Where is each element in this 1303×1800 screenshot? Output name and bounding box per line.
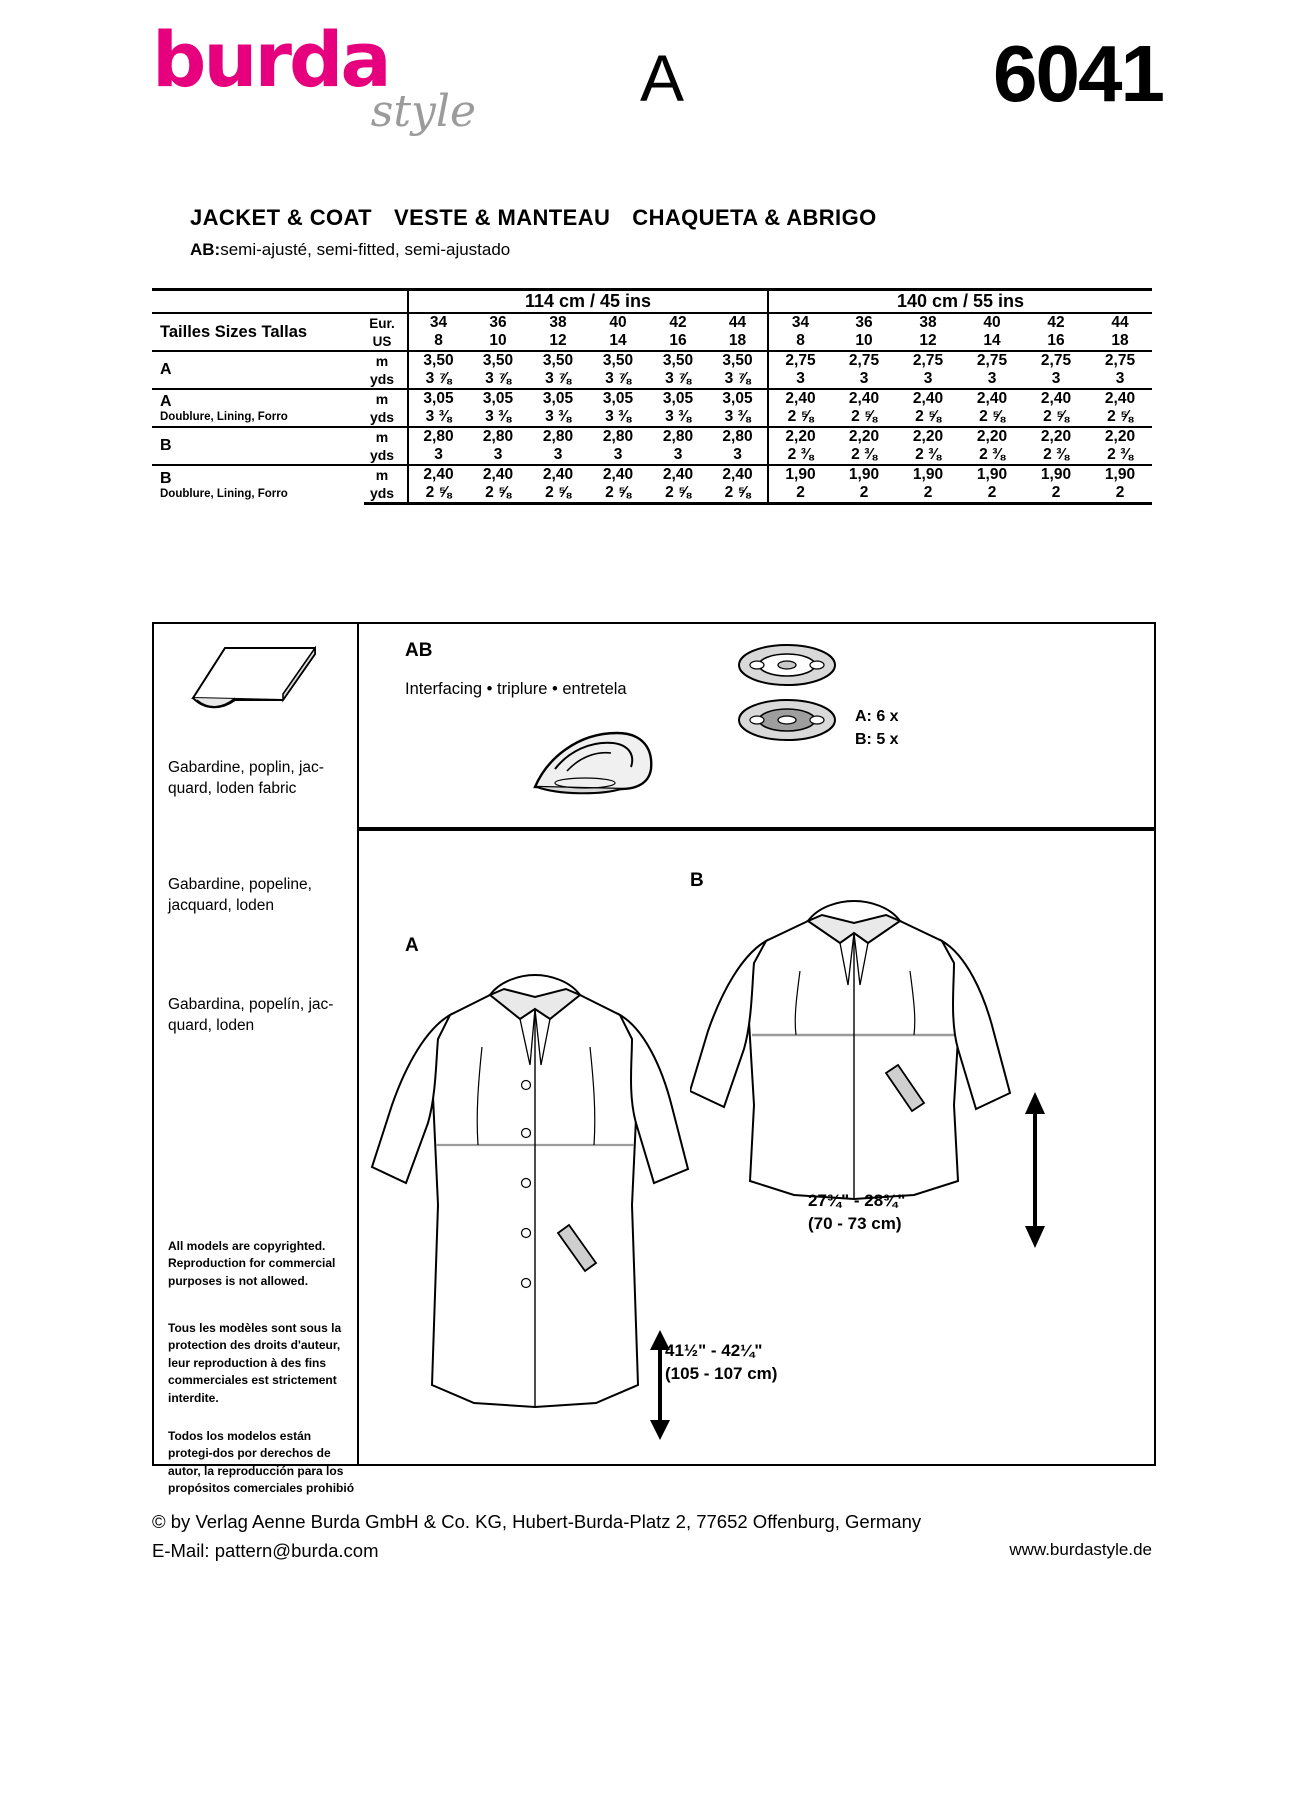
cell: 2,40: [408, 465, 468, 484]
cell: 2: [832, 484, 896, 504]
cell: 3: [987, 370, 997, 387]
cell: 3 ⅞: [665, 370, 691, 387]
row-label: [152, 351, 364, 389]
cell: 3,05: [708, 389, 768, 408]
snap-counts: [855, 705, 899, 751]
cell: 3,50: [468, 351, 528, 370]
cell: 3: [613, 446, 623, 463]
table-row: [152, 465, 1152, 484]
cell: 3: [553, 446, 563, 463]
cell: 2 ⅜: [851, 446, 877, 463]
cell: 2 ⅜: [979, 446, 1005, 463]
cell: 2: [896, 484, 960, 504]
cell: 2 ⅝: [979, 408, 1005, 425]
copyright-en: All models are copyrighted. Reproduction for commercial purposes is not allowed.: [168, 1239, 336, 1288]
cell: 2,75: [768, 351, 832, 370]
cell: 2 ⅝: [408, 484, 468, 504]
cell: 2,80: [708, 427, 768, 446]
cell: 2,40: [896, 389, 960, 408]
cell: 2 ⅝: [588, 484, 648, 504]
cell: 2,80: [528, 427, 588, 446]
row-sublabel: Doublure, Lining, Forro: [160, 411, 288, 423]
table-row: [152, 351, 1152, 370]
cell: 3 ⅞: [545, 370, 571, 387]
cell: 2,75: [896, 351, 960, 370]
row-label-text: B: [160, 469, 172, 487]
us-size: 16: [669, 332, 687, 349]
measure-b-inches: 27¾" - 28¾": [808, 1191, 906, 1210]
cell: 3: [1115, 370, 1125, 387]
cell: 2,20: [1024, 427, 1088, 446]
cell: 2,75: [832, 351, 896, 370]
measure-b-cm: (70 - 73 cm): [808, 1213, 902, 1233]
cell: 2,20: [1088, 427, 1152, 446]
measure-arrow-b: [1015, 1090, 1055, 1250]
eur-size: 36: [468, 313, 528, 332]
cell: 3,50: [528, 351, 588, 370]
cell: 2 ⅝: [648, 484, 708, 504]
cell: 3 ⅞: [408, 370, 468, 389]
cell: 3,05: [408, 389, 468, 408]
snap-fastener-icon: [735, 640, 840, 750]
cell: 2,40: [708, 465, 768, 484]
page-title: [190, 205, 899, 231]
cell: 2 ⅝: [915, 408, 941, 425]
eur-size: 42: [648, 313, 708, 332]
cell: 2 ⅝: [1043, 408, 1069, 425]
cell: 3,05: [648, 389, 708, 408]
unit-yds: yds: [369, 447, 395, 463]
cell: 3: [1051, 370, 1061, 387]
cell: 2,80: [408, 427, 468, 446]
snap-count-a: A: 6 x: [855, 708, 899, 725]
measure-a-text: [665, 1340, 777, 1386]
cell: 3 ⅞: [605, 370, 631, 387]
fabric-text-es: Gabardina, popelín, jac-quard, loden: [168, 996, 334, 1034]
cell: 2 ⅜: [768, 446, 832, 465]
cell: 3 ⅞: [485, 370, 511, 387]
cell: 2,75: [1024, 351, 1088, 370]
cell: 3 ⅜: [485, 408, 511, 425]
us-size: 14: [609, 332, 627, 349]
cell: 2 ⅝: [768, 408, 832, 427]
cell: 3: [859, 370, 869, 387]
cell: 3,05: [588, 389, 648, 408]
eur-size: 42: [1024, 313, 1088, 332]
table-row: [152, 427, 1152, 446]
unit-m: m: [364, 427, 408, 446]
cell: 3 ⅞: [724, 370, 751, 387]
footer-email: E-Mail: pattern@burda.com: [152, 1539, 379, 1561]
us-size: 14: [983, 332, 1001, 349]
pattern-number: 6041: [993, 29, 1163, 118]
cell: 3,50: [648, 351, 708, 370]
cell: 1,90: [768, 465, 832, 484]
cell: 1,90: [1024, 465, 1088, 484]
cell: 2 ⅝: [468, 484, 528, 504]
cell: 2: [768, 484, 832, 504]
snap-count-b: B: 5 x: [855, 731, 899, 749]
cell: 2,40: [1024, 389, 1088, 408]
cell: 3,50: [408, 351, 468, 370]
burda-logo: [152, 15, 482, 137]
cell: 3,05: [528, 389, 588, 408]
cell: 2,40: [832, 389, 896, 408]
row-label: [152, 427, 364, 465]
measure-a-inches: 41½" - 42¼": [665, 1341, 763, 1360]
cell: 3 ⅜: [665, 408, 691, 425]
unit-yds: yds: [369, 409, 395, 425]
interfacing-label: Interfacing • triplure • entretela: [405, 680, 627, 698]
cell: 2,40: [960, 389, 1024, 408]
cell: 3 ⅜: [545, 408, 571, 425]
cell: 3: [408, 446, 468, 465]
cell: 2,20: [896, 427, 960, 446]
cell: 2 ⅜: [1043, 446, 1069, 463]
eur-size: 34: [768, 313, 832, 332]
cell: 2,75: [1088, 351, 1152, 370]
fabric-text-fr: Gabardine, popeline, jacquard, loden: [168, 876, 312, 914]
title-en: JACKET & COAT: [190, 205, 373, 230]
cell: 2,80: [588, 427, 648, 446]
cell: 3,50: [588, 351, 648, 370]
row-label: [152, 389, 364, 427]
width-header-114: 114 cm / 45 ins: [408, 290, 768, 314]
cell: 2,20: [960, 427, 1024, 446]
iron-icon: [525, 725, 660, 805]
cell: 2,40: [588, 465, 648, 484]
fit-text: semi-ajusté, semi-fitted, semi-ajustado: [220, 240, 511, 259]
fabric-requirements-table: [152, 288, 1152, 505]
fit-description: [190, 240, 510, 260]
cell: 3,50: [708, 351, 768, 370]
unit-yds: yds: [369, 371, 395, 387]
eur-size: 44: [708, 313, 768, 332]
cell: 2: [960, 484, 1024, 504]
measure-b-text: [808, 1190, 905, 1236]
row-label-text: A: [160, 393, 172, 410]
eur-size: 38: [896, 313, 960, 332]
cell: 3 ⅜: [724, 408, 751, 425]
table-row: [152, 389, 1152, 408]
footer-copyright: © by Verlag Aenne Burda GmbH & Co. KG, Hubert-Burda-Platz 2, 77652 Offenburg, Germany: [152, 1511, 922, 1532]
cell: 2 ⅝: [528, 484, 588, 504]
cell: 1,90: [1088, 465, 1152, 484]
row-label: [152, 465, 364, 504]
brand-sub-name: style: [370, 86, 476, 137]
fabric-text-en: Gabardine, poplin, jac-quard, loden fabric: [168, 759, 324, 797]
eur-size: 36: [832, 313, 896, 332]
title-es: CHAQUETA & ABRIGO: [632, 205, 877, 230]
us-size: 12: [919, 332, 937, 349]
cell: 2,40: [468, 465, 528, 484]
fit-prefix: AB:: [190, 240, 221, 259]
copyright-fr: Tous les modèles sont sous la protection des droits d'auteur, leur reproduction à des fins commerciales est strictement interdite.: [168, 1321, 342, 1405]
footer: [152, 1508, 1152, 1565]
width-header-140: 140 cm / 55 ins: [768, 290, 1152, 314]
cell: 3,05: [468, 389, 528, 408]
title-fr: VESTE & MANTEAU: [394, 205, 611, 230]
fabric-bolt-icon: [175, 640, 335, 720]
cell: 2,40: [768, 389, 832, 408]
unit-m: m: [364, 389, 408, 408]
eur-size: 38: [528, 313, 588, 332]
us-size: 16: [1047, 332, 1065, 349]
footer-website[interactable]: www.burdastyle.de: [1009, 1539, 1152, 1559]
cell: 2,20: [768, 427, 832, 446]
cell: 2 ⅝: [851, 408, 877, 425]
unit-m: m: [364, 351, 408, 370]
eur-label: Eur.: [364, 313, 408, 332]
eur-size: 40: [588, 313, 648, 332]
cell: 3 ⅜: [605, 408, 631, 425]
us-size: 10: [855, 332, 873, 349]
brand-name: burda: [152, 15, 389, 104]
eur-size: 34: [408, 313, 468, 332]
us-label: US: [372, 333, 392, 349]
cell: 2,80: [468, 427, 528, 446]
cell: 1,90: [960, 465, 1024, 484]
cell: 3: [673, 446, 683, 463]
cell: 2 ⅜: [1107, 446, 1133, 463]
sizes-label: Tailles Sizes Tallas: [152, 313, 364, 351]
row-label-text: A: [160, 361, 172, 378]
unit-yds: yds: [364, 484, 408, 504]
cell: 1,90: [896, 465, 960, 484]
row-sublabel: Doublure, Lining, Forro: [160, 487, 288, 500]
cell: 1,90: [832, 465, 896, 484]
us-size: 18: [1111, 332, 1129, 349]
garment-b-label: B: [690, 870, 704, 891]
us-size: 12: [549, 332, 567, 349]
row-label-text: B: [160, 437, 172, 454]
eur-size: 44: [1088, 313, 1152, 332]
cell: 2,80: [648, 427, 708, 446]
us-size: 8: [408, 332, 468, 351]
table-size-row-eur: [152, 313, 1152, 332]
unit-m: m: [364, 465, 408, 484]
cell: 2: [1088, 484, 1152, 504]
cell: 2,75: [960, 351, 1024, 370]
cell: 2,20: [832, 427, 896, 446]
us-size: 18: [728, 332, 747, 349]
eur-size: 40: [960, 313, 1024, 332]
cell: 2,40: [648, 465, 708, 484]
jacket-b-illustration: [690, 885, 1020, 1225]
cell: 2: [1024, 484, 1088, 504]
cell: 2 ⅝: [1107, 408, 1133, 425]
cell: 2 ⅜: [915, 446, 941, 463]
cell: 2 ⅝: [708, 484, 768, 504]
cell: 3: [733, 446, 742, 463]
cell: 2,40: [528, 465, 588, 484]
cell: 3: [768, 370, 832, 389]
cell: 3: [923, 370, 933, 387]
copyright-es: Todos los modelos están protegi-dos por derechos de autor, la reproducción para los propósitos comerciales prohibió: [168, 1429, 355, 1496]
cell: 3 ⅜: [408, 408, 468, 427]
table-width-header-row: [152, 290, 1152, 314]
view-letter: A: [640, 41, 685, 115]
us-size: 8: [768, 332, 832, 351]
cell: 3: [493, 446, 503, 463]
measure-a-cm: (105 - 107 cm): [665, 1363, 778, 1383]
us-size: 10: [489, 332, 507, 349]
cell: 2,40: [1088, 389, 1152, 408]
notions-ab-label: AB: [405, 640, 433, 661]
garment-a-label: A: [405, 935, 419, 956]
